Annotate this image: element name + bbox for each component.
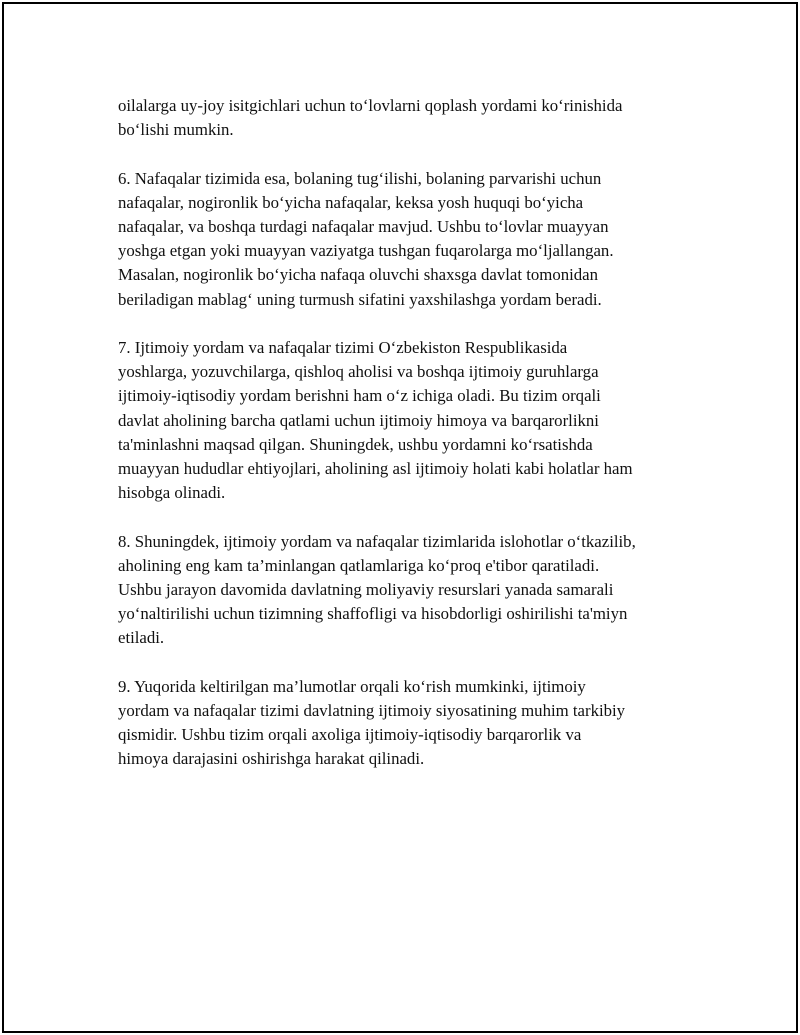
paragraph-6: 6. Nafaqalar tizimida esa, bolaning tug‘ilishi, bolaning parvarishi uchun nafaqalar, nogironlik bo‘yicha nafaqalar, keksa yosh huquqi bo‘yicha nafaqalar, va boshqa turdagi nafaqalar mavjud. Ushbu to‘lovlar muayyan yoshga etgan yoki muayyan vaziyatga tushgan fuqarolarga mo‘ljallangan. Masalan, nogironlik bo‘yicha nafaqa oluvchi shaxsga davlat tomonidan beriladigan mablag‘ uning turmush sifatini yaxshilashga yordam beradi. (118, 168, 614, 309)
paragraph-continuation: oilalarga uy-joy isitgichlari uchun to‘lovlarni qoplash yordami ko‘rinishida bo‘lishi mumkin. (118, 96, 623, 140)
paragraph-7: 7. Ijtimoiy yordam va nafaqalar tizimi O‘zbekiston Respublikasida yoshlarga, yozuvchilarga, qishloq aholisi va boshqa ijtimoiy guruhlarga ijtimoiy-iqtisodiy yordam berishni ham o‘z ichiga oladi. Bu tizim orqali davlat aholining barcha qatlami uchun ijtimoiy himoya va barqarorlikni ta'minlashni maqsad qilgan. Shuningdek, ushbu yordamni ko‘rsatishda muayyan hududlar ehtiyojlari, aholining asl ijtimoiy holati kabi holatlar ham hisobga olinadi. (118, 338, 633, 503)
paragraph-8: 8. Shuningdek, ijtimoiy yordam va nafaqalar tizimlarida islohotlar o‘tkazilib, aholining eng kam ta’minlangan qatlamlariga ko‘proq e'tibor qaratiladi. Ushbu jarayon davomida davlatning moliyaviy resurslari yanada samarali yo‘naltirilishi uchun tizimning shaffofligi va hisobdorligi oshirilishi ta'miyn etiladi. (118, 531, 636, 648)
paragraph-9: 9. Yuqorida keltirilgan ma’lumotlar orqali ko‘rish mumkinki, ijtimoiy yordam va nafaqalar tizimi davlatning ijtimoiy siyosatining muhim tarkibiy qismidir. Ushbu tizim orqali axoliga ijtimoiy-iqtisodiy barqarorlik va himoya darajasini oshirishga harakat qilinadi. (118, 676, 626, 769)
document-body (118, 94, 703, 796)
